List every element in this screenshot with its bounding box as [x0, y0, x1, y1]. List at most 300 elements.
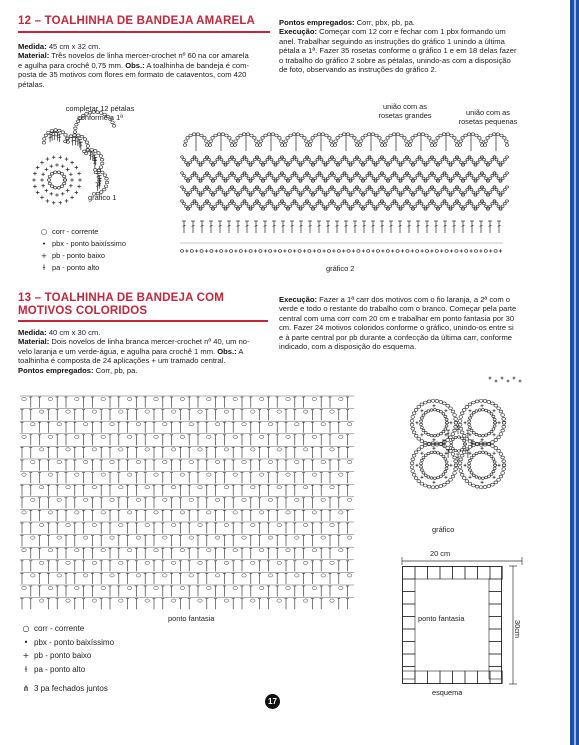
zigzag-chain	[481, 156, 484, 158]
grid-chain	[295, 460, 299, 463]
zigzag-chain	[208, 174, 211, 176]
zigzag-chain	[187, 180, 190, 182]
zigzag-chain	[331, 156, 334, 158]
zigzag-chain	[362, 180, 365, 182]
motif-tall-stitch	[447, 453, 450, 454]
grid-chain	[83, 574, 87, 577]
scheme-square	[489, 579, 502, 592]
zigzag-chain	[381, 172, 384, 174]
zigzag-chain	[360, 205, 363, 207]
grid-chain	[163, 498, 167, 501]
motif-tall-stitch	[457, 457, 460, 458]
base-chain	[337, 250, 340, 253]
scheme-outline	[403, 567, 502, 684]
ring-chain	[63, 179, 66, 182]
grid-chain	[83, 460, 87, 463]
zigzag-chain	[401, 161, 404, 163]
zigzag-chain	[320, 158, 323, 160]
zigzag-chain	[299, 164, 302, 166]
zigzag-chain	[278, 202, 281, 204]
grid-chain	[119, 599, 123, 602]
grid-chain	[154, 549, 158, 552]
grid-chain	[198, 486, 202, 489]
zigzag-chain	[358, 202, 361, 204]
motif-lobe-chain	[458, 419, 462, 422]
base-chain	[445, 250, 448, 253]
grid-chain	[339, 511, 343, 514]
zigzag-chain	[333, 174, 336, 176]
base-chain	[474, 250, 477, 253]
motif-lobe-chain	[491, 441, 495, 444]
zigzag-chain	[256, 156, 259, 158]
zigzag-chain	[368, 156, 371, 158]
zigzag-chain	[460, 177, 463, 179]
petal-chain	[105, 181, 108, 184]
zigzag-chain	[199, 194, 202, 196]
motif-lobe-chain	[487, 400, 491, 403]
zigzag-chain	[214, 177, 217, 179]
zigzag-chain	[422, 205, 425, 207]
zigzag-chain	[339, 191, 342, 193]
zigzag-chain	[381, 200, 384, 202]
motif-lobe-chain	[479, 399, 483, 402]
zigzag-chain	[201, 177, 204, 179]
zigzag-chain	[233, 174, 236, 176]
grid-chain	[224, 523, 228, 526]
section-12-rule	[18, 31, 270, 33]
petal-chain	[47, 131, 50, 134]
zigzag-chain	[235, 191, 238, 193]
zigzag-chain	[270, 202, 273, 204]
zigzag-chain	[306, 186, 309, 188]
scallop-chain	[409, 140, 412, 143]
motif-lobe-inner	[439, 453, 442, 455]
grid-chain	[277, 410, 281, 413]
section-13-rule	[18, 320, 268, 322]
motif-lobe-inner	[439, 411, 442, 413]
zigzag-chain	[362, 208, 365, 210]
petal-chain	[84, 152, 87, 155]
zigzag-chain	[376, 191, 379, 193]
zigzag-chain	[472, 161, 475, 163]
motif-lobe-chain	[427, 400, 431, 403]
grid-chain	[330, 599, 334, 602]
zigzag-chain	[335, 205, 338, 207]
petal-stitch	[91, 156, 94, 157]
grid-chain	[101, 586, 105, 589]
zigzag-chain	[487, 180, 490, 182]
zigzag-chain	[262, 180, 265, 182]
scallop-chain	[228, 137, 231, 140]
zigzag-chain	[220, 174, 223, 176]
scallop-chain	[378, 137, 381, 140]
ring-chain	[54, 171, 57, 174]
zigzag-chain	[499, 208, 502, 210]
grid-chain	[154, 397, 158, 400]
grid-chain	[22, 586, 26, 589]
motif-lobe-chain	[460, 431, 464, 434]
zigzag-chain	[201, 205, 204, 207]
page-number: 17	[265, 694, 280, 709]
scheme-square	[489, 642, 502, 655]
zigzag-chain	[358, 188, 361, 190]
zigzag-chain	[189, 205, 192, 207]
motif-lobe-chain	[417, 448, 421, 451]
grid-chain	[31, 460, 35, 463]
petal-stitch	[76, 141, 79, 142]
zigzag-chain	[310, 205, 313, 207]
grid-chain	[136, 460, 140, 463]
motif-center-chain	[450, 441, 453, 443]
scallop-chain	[380, 140, 383, 143]
zigzag-chain	[306, 156, 309, 158]
zigzag-chain	[378, 158, 381, 160]
grid-chain	[347, 498, 351, 501]
motif-lobe-chain	[472, 484, 476, 487]
zigzag-chain	[453, 158, 456, 160]
ring-chain	[48, 182, 51, 185]
motif-lobe-inner	[472, 412, 475, 414]
motif-lobe-inner	[436, 434, 439, 436]
zigzag-chain	[320, 188, 323, 190]
grid-chain	[330, 410, 334, 413]
zigzag-chain	[218, 200, 221, 202]
scallop-chain	[280, 140, 283, 143]
motif-lobe-inner	[427, 410, 430, 412]
scheme-center-label: ponto fantasia	[418, 614, 465, 623]
zigzag-chain	[276, 177, 279, 179]
motif-lobe-chain	[501, 429, 505, 432]
scheme-height-label: 30cm	[513, 620, 522, 639]
zigzag-chain	[476, 205, 479, 207]
petal-stitch	[96, 176, 99, 177]
grid-chain	[224, 486, 228, 489]
scallop-chain	[389, 134, 392, 137]
zigzag-chain	[251, 191, 254, 193]
motif-lobe-chain	[497, 449, 501, 452]
zigzag-chain	[368, 172, 371, 174]
zigzag-chain	[195, 174, 198, 176]
zigzag-chain	[374, 208, 377, 210]
zigzag-chain	[349, 180, 352, 182]
scallop-chain	[464, 134, 467, 137]
zigzag-chain	[210, 205, 213, 207]
motif-lobe-chain	[417, 405, 421, 408]
legend-item-pa: ɫ pa - ponto alto	[24, 664, 86, 674]
base-chain	[376, 250, 379, 253]
motif-lobe-chain	[460, 412, 464, 415]
petal-stitch	[58, 137, 61, 138]
zigzag-chain	[389, 177, 392, 179]
zigzag-chain	[206, 172, 209, 174]
scallop-chain	[236, 137, 239, 140]
motif-lobe-inner	[433, 435, 436, 437]
zigzag-chain	[335, 161, 338, 163]
grid-chain	[180, 473, 184, 476]
grid-chain	[119, 523, 123, 526]
grid-chain	[22, 473, 26, 476]
zigzag-chain	[318, 200, 321, 202]
zigzag-chain	[272, 161, 275, 163]
zigzag-chain	[372, 177, 375, 179]
motif-lobe-inner	[481, 451, 484, 453]
legend-item-pb: + pb - ponto baixo	[22, 651, 92, 660]
grid-chain	[39, 523, 43, 526]
grid-chain	[207, 473, 211, 476]
scheme-square	[403, 579, 416, 592]
grid-chain	[66, 561, 70, 564]
zigzag-chain	[231, 172, 234, 174]
zigzag-chain	[437, 180, 440, 182]
scallop-chain	[186, 137, 189, 140]
base-chain	[435, 250, 438, 253]
grid-chain	[83, 498, 87, 501]
zigzag-chain	[181, 172, 184, 174]
zigzag-chain	[493, 200, 496, 202]
motif-lobe-inner	[442, 430, 445, 432]
ponto-fantasia-grid	[18, 392, 358, 610]
zigzag-chain	[385, 191, 388, 193]
scheme-square	[403, 617, 416, 630]
motif-lobe-chain	[411, 415, 415, 418]
zigzag-chain	[243, 156, 246, 158]
zigzag-chain	[264, 161, 267, 163]
grid-chain	[277, 599, 281, 602]
zigzag-chain	[333, 158, 336, 160]
grid-chain	[110, 460, 114, 463]
motif-lobe-inner	[430, 451, 433, 453]
zigzag-chain	[378, 188, 381, 190]
zigzag-chain	[495, 158, 498, 160]
zigzag-chain	[391, 174, 394, 176]
scallop-chain	[384, 140, 387, 143]
zigzag-chain	[224, 194, 227, 196]
grid-chain	[39, 561, 43, 564]
zigzag-chain	[301, 205, 304, 207]
scheme-square	[490, 671, 503, 684]
motif-lobe-chain	[472, 401, 476, 404]
zigzag-chain	[203, 188, 206, 190]
motif-lobe-chain	[414, 434, 418, 437]
grid-chain	[31, 498, 35, 501]
zigzag-chain	[393, 200, 396, 202]
grid-chain	[163, 460, 167, 463]
motif-lobe-inner	[422, 414, 425, 416]
grid-chain	[57, 536, 61, 539]
scallop-chain	[480, 140, 483, 143]
zigzag-chain	[347, 161, 350, 163]
grid-chain	[233, 511, 237, 514]
zigzag-chain	[247, 161, 250, 163]
motif-lobe-chain	[431, 399, 435, 402]
scallop-chain	[289, 134, 292, 137]
zigzag-chain	[497, 205, 500, 207]
zigzag-chain	[335, 177, 338, 179]
zigzag-chain	[214, 191, 217, 193]
zigzag-chain	[318, 156, 321, 158]
zigzag-chain	[483, 202, 486, 204]
grid-chain	[110, 423, 114, 426]
scallop-chain	[486, 137, 489, 140]
motif-lobe-inner	[445, 464, 448, 466]
zigzag-chain	[424, 208, 427, 210]
annotation-small-rosettes: união com as rosetas pequenas	[458, 108, 518, 126]
motif-center-chain	[460, 437, 463, 439]
zigzag-chain	[349, 164, 352, 166]
motif-lobe-inner	[493, 461, 496, 463]
grid-chain	[215, 460, 219, 463]
zigzag-chain	[410, 205, 413, 207]
zigzag-chain	[472, 191, 475, 193]
ring-chain	[54, 187, 57, 190]
petal-stitch	[51, 135, 54, 136]
grid-chain	[233, 435, 237, 438]
zigzag-chain	[468, 172, 471, 174]
grid-chain	[66, 599, 70, 602]
zigzag-chain	[343, 156, 346, 158]
zigzag-chain	[341, 202, 344, 204]
motif-lobe-inner	[475, 433, 478, 435]
grafico-2-diagram	[178, 125, 508, 265]
petal-chain	[101, 162, 104, 165]
zigzag-chain	[224, 180, 227, 182]
motif-lobe-inner	[485, 409, 488, 411]
zigzag-chain	[403, 188, 406, 190]
zigzag-chain	[326, 161, 329, 163]
motif-lobe-inner	[493, 425, 496, 427]
grid-chain	[127, 397, 131, 400]
scallop-chain	[317, 133, 320, 136]
grid-chain	[321, 536, 325, 539]
grid-chain	[145, 523, 149, 526]
zigzag-chain	[351, 161, 354, 163]
zigzag-chain	[426, 205, 429, 207]
grafico-2-label: gráfico 2	[326, 264, 355, 273]
motif-lobe-chain	[414, 408, 418, 411]
scallop-chain	[492, 133, 495, 136]
motif-lobe-chain	[491, 444, 495, 447]
scallop-chain	[350, 134, 353, 137]
scallop-chain	[371, 133, 374, 136]
motif-lobe-chain	[497, 478, 501, 481]
zigzag-chain	[489, 205, 492, 207]
base-chain	[327, 250, 330, 253]
grid-chain	[242, 574, 246, 577]
motif-lobe-inner	[470, 456, 473, 458]
motif-lobe-chain	[501, 456, 505, 459]
zigzag-chain	[451, 161, 454, 163]
zigzag-chain	[249, 180, 252, 182]
zigzag-chain	[191, 202, 194, 204]
zigzag-chain	[312, 180, 315, 182]
grid-chain	[163, 574, 167, 577]
zigzag-chain	[185, 177, 188, 179]
motif-lobe-chain	[411, 458, 415, 461]
grid-chain	[189, 574, 193, 577]
zigzag-chain	[397, 205, 400, 207]
grid-chain	[127, 586, 131, 589]
grid-chain	[268, 423, 272, 426]
zigzag-chain	[437, 208, 440, 210]
zigzag-chain	[491, 174, 494, 176]
zigzag-chain	[222, 177, 225, 179]
zigzag-chain	[331, 200, 334, 202]
zigzag-chain	[435, 161, 438, 163]
zigzag-chain	[491, 158, 494, 160]
scheme-square	[478, 671, 491, 684]
grid-chain	[189, 536, 193, 539]
legend-item-pbx: • pbx - ponto baixíssimo	[23, 637, 115, 647]
scheme-square	[403, 592, 416, 605]
motif-lobe-inner	[468, 417, 471, 419]
zigzag-chain	[224, 208, 227, 210]
motif-lobe-inner	[478, 451, 481, 453]
zigzag-chain	[349, 194, 352, 196]
zigzag-chain	[343, 186, 346, 188]
zigzag-chain	[399, 208, 402, 210]
zigzag-chain	[256, 186, 259, 188]
zigzag-chain	[235, 177, 238, 179]
motif-lobe-chain	[462, 434, 466, 437]
motif-lobe-chain	[468, 482, 472, 485]
motif-lobe-inner	[427, 433, 430, 435]
scheme-square	[478, 567, 491, 580]
zigzag-chain	[216, 202, 219, 204]
legend-item-pb: + pb - ponto baixo	[40, 251, 106, 260]
scheme-square	[490, 567, 503, 580]
zigzag-chain	[353, 174, 356, 176]
zigzag-chain	[497, 191, 500, 193]
zigzag-chain	[414, 205, 417, 207]
motif-lobe-inner	[424, 432, 427, 434]
zigzag-chain	[233, 188, 236, 190]
zigzag-chain	[324, 164, 327, 166]
motif-lobe-inner	[445, 461, 448, 463]
zigzag-chain	[422, 191, 425, 193]
zigzag-chain	[291, 158, 294, 160]
motif-lobe-inner	[436, 409, 439, 411]
grid-chain	[224, 448, 228, 451]
zigzag-chain	[483, 174, 486, 176]
zigzag-chain	[312, 194, 315, 196]
zigzag-chain	[464, 161, 467, 163]
zigzag-chain	[283, 188, 286, 190]
grid-chain	[154, 586, 158, 589]
base-chain	[455, 250, 458, 253]
zigzag-chain	[247, 191, 250, 193]
motif-lobe-chain	[462, 477, 466, 480]
scheme-square	[453, 567, 466, 580]
motif-lobe-chain	[454, 460, 458, 463]
scallop-chain	[278, 137, 281, 140]
base-chain	[200, 250, 203, 253]
zigzag-chain	[397, 191, 400, 193]
zigzag-chain	[335, 191, 338, 193]
petal-chain	[61, 131, 64, 134]
zigzag-chain	[195, 158, 198, 160]
zigzag-chain	[295, 158, 298, 160]
grid-chain	[347, 574, 351, 577]
motif-lobe-chain	[424, 484, 428, 487]
zigzag-chain	[181, 186, 184, 188]
zigzag-chain	[260, 177, 263, 179]
zigzag-chain	[503, 174, 506, 176]
scallop-chain	[346, 133, 349, 136]
zigzag-chain	[331, 172, 334, 174]
grid-chain	[92, 448, 96, 451]
zigzag-chain	[256, 200, 259, 202]
motif-lobe-inner	[427, 476, 430, 478]
